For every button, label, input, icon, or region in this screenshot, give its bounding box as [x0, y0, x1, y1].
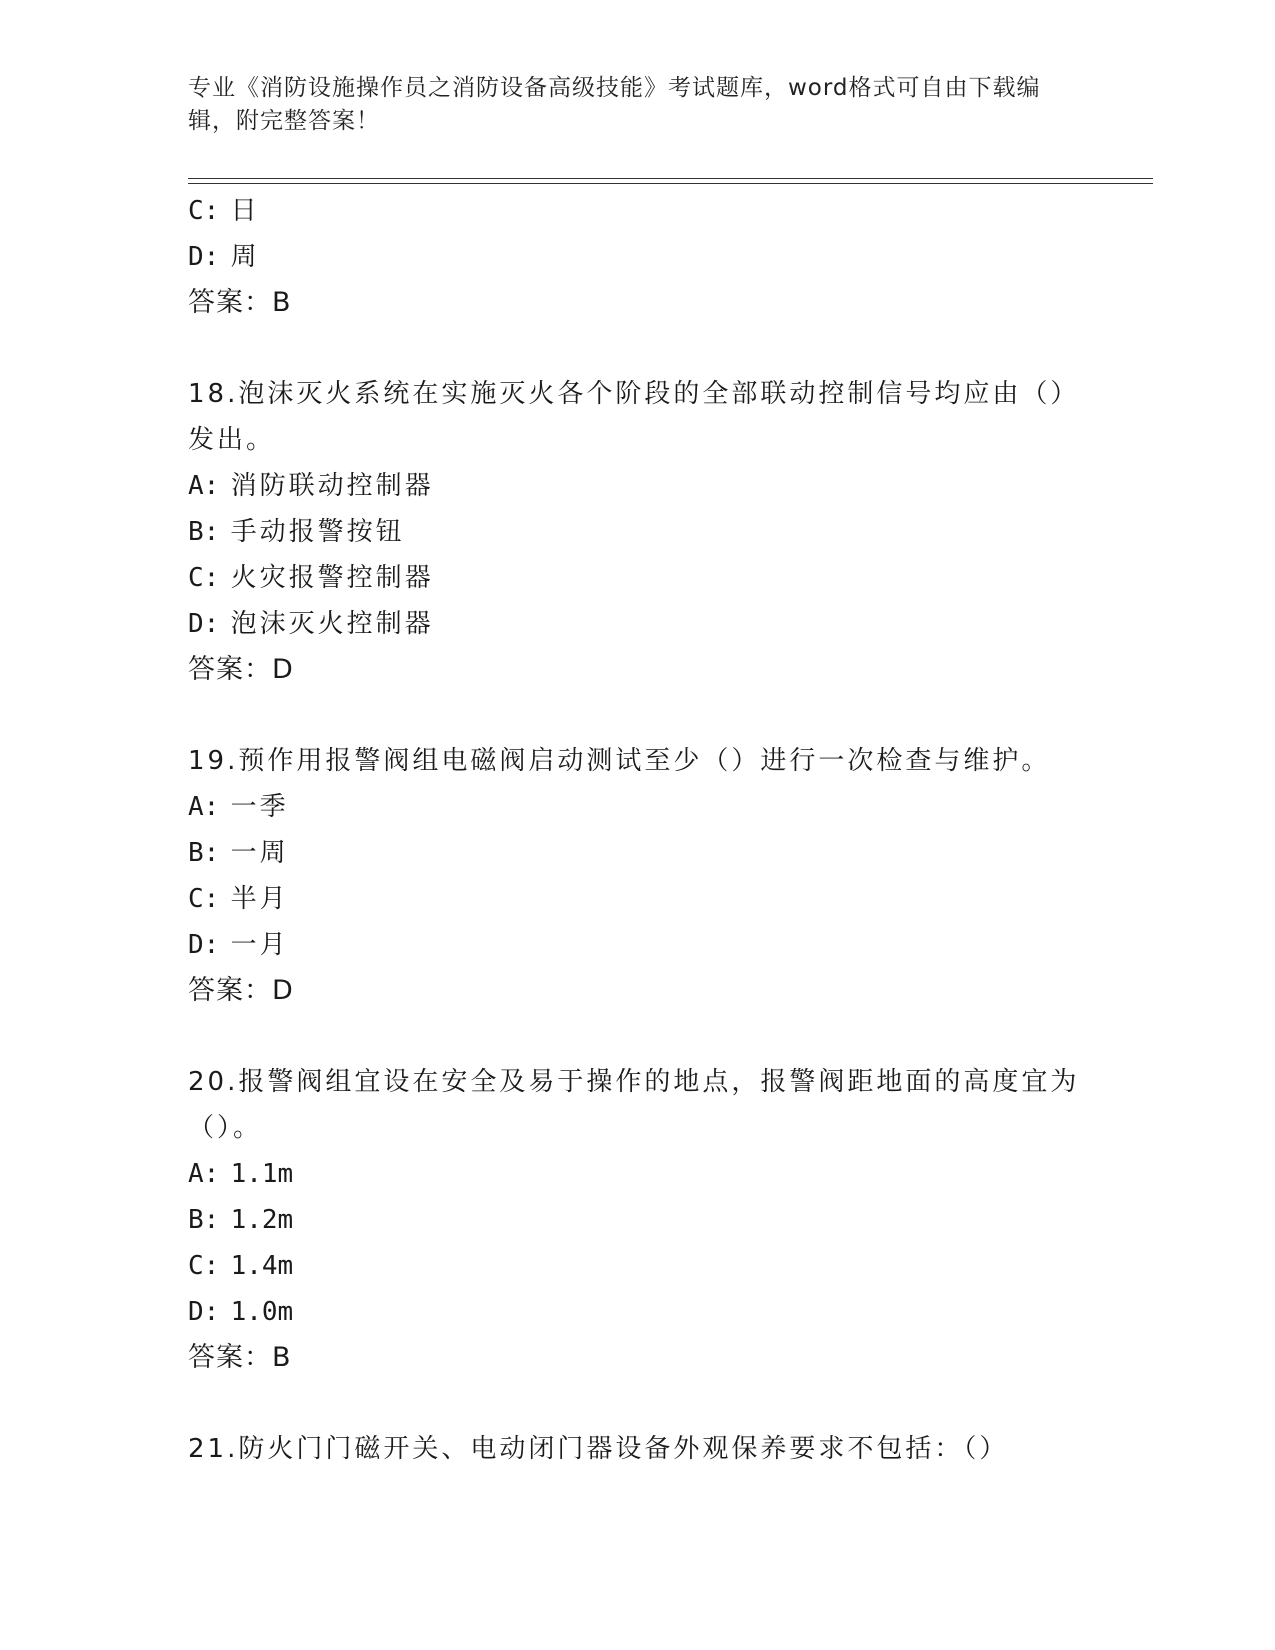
page-header: [188, 72, 1068, 138]
header-divider-bottom: [188, 183, 1153, 184]
answer-line: 答案：D: [188, 975, 294, 1006]
question-20: [188, 1059, 1088, 1381]
question-stem-line: 19.预作用报警阀组电磁阀启动测试至少（）进行一次检查与维护。: [188, 746, 1051, 776]
option-b: [188, 830, 1088, 876]
option-text: 1.0m: [230, 1297, 294, 1327]
option-d: [188, 234, 1088, 280]
option-text: 泡沫灭火控制器: [230, 609, 434, 639]
option-key: A:: [188, 471, 220, 501]
option-text: 日: [230, 196, 260, 226]
option-text: 一周: [230, 838, 289, 868]
option-text: 周: [230, 242, 260, 272]
option-key: A:: [188, 792, 220, 822]
question-stem-line: 18.泡沫灭火系统在实施灭火各个阶段的全部联动控制信号均应由（）: [188, 379, 1080, 409]
option-text: 1.2m: [230, 1205, 294, 1235]
option-key: A:: [188, 1159, 220, 1189]
option-key: C:: [188, 1251, 220, 1281]
option-a: [188, 1151, 1088, 1197]
answer-line: 答案：D: [188, 654, 294, 685]
option-text: 消防联动控制器: [230, 471, 434, 501]
option-d: [188, 1289, 1088, 1335]
option-c: [188, 188, 1088, 234]
option-key: D:: [188, 609, 220, 639]
header-divider-top: [188, 178, 1153, 179]
option-key: D:: [188, 1297, 220, 1327]
option-key: B:: [188, 838, 220, 868]
option-key: C:: [188, 563, 220, 593]
question-21: [188, 1426, 1088, 1472]
option-c: [188, 876, 1088, 922]
prev-question-block: [188, 188, 1088, 326]
option-key: C:: [188, 884, 220, 914]
option-c: [188, 555, 1088, 601]
option-key: C:: [188, 196, 220, 226]
question-list: [188, 188, 1088, 1472]
option-key: D:: [188, 930, 220, 960]
option-text: 一季: [230, 792, 289, 822]
question-stem-line: （）。: [188, 1113, 263, 1143]
option-a: [188, 463, 1088, 509]
option-text: 1.4m: [230, 1251, 294, 1281]
option-b: [188, 1197, 1088, 1243]
question-stem-line: 发出。: [188, 425, 276, 455]
answer-line: 答案：B: [188, 1342, 292, 1373]
question-19: [188, 738, 1088, 1014]
option-text: 一月: [230, 930, 289, 960]
option-key: D:: [188, 242, 220, 272]
option-d: [188, 922, 1088, 968]
option-b: [188, 509, 1088, 555]
option-key: B:: [188, 1205, 220, 1235]
answer-line: 答案：B: [188, 287, 292, 318]
option-text: 1.1m: [230, 1159, 294, 1189]
question-18: [188, 371, 1088, 693]
question-stem-line: 21.防火门门磁开关、电动闭门器设备外观保养要求不包括：（）: [188, 1434, 1009, 1464]
option-text: 半月: [230, 884, 289, 914]
option-key: B:: [188, 517, 220, 547]
header-line-2: 辑，附完整答案！: [188, 108, 380, 134]
option-text: 火灾报警控制器: [230, 563, 434, 593]
option-a: [188, 784, 1088, 830]
option-d: [188, 601, 1088, 647]
option-c: [188, 1243, 1088, 1289]
option-text: 手动报警按钮: [230, 517, 405, 547]
header-line-1: 专业《消防设施操作员之消防设备高级技能》考试题库，word格式可自由下载编: [188, 75, 1041, 101]
question-stem-line: 20.报警阀组宜设在安全及易于操作的地点，报警阀距地面的高度宜为: [188, 1067, 1080, 1097]
